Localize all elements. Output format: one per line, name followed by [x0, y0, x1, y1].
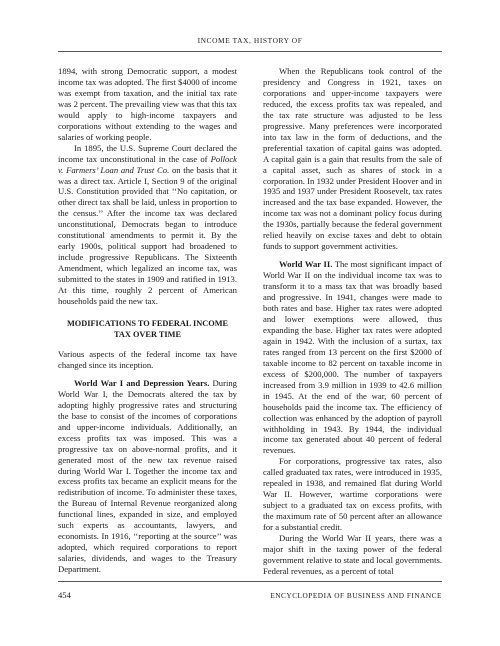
paragraph-intro: Various aspects of the federal income tax have changed since its inception.: [58, 348, 237, 370]
publication-title: ENCYCLOPEDIA OF BUSINESS AND FINANCE: [270, 591, 442, 600]
paragraph-1921: When the Republicans took control of the presidency and Congress in 1921, taxes on corporations and upper-income taxpayers were reduced, the excess profits tax was repealed, and the tax rate structure was adjusted to be less progressive. Many preferences were incorporated into tax law in the form of deductions, and the preferential taxation of capital gains was adopted. A capital gain is a gain that results from the sale of a capital asset, such as shares of stock in a corporation. In 1932 under President Hoover and in 1935 and 1937 under President Roosevelt, tax rates increased and the tax base expanded. However, the income tax was not a dominant policy focus during the 1930s, partially because the federal government relied heavily on excise taxes and debt to obtain funds to support government activities.: [263, 66, 442, 252]
subheading-wwii: World War II.: [279, 259, 333, 270]
subheading-wwi: World War I and Depression Years.: [74, 377, 210, 388]
paragraph-text: In 1895, the U.S. Supreme Court declared the income tax unconstitutional in the case of: [58, 142, 237, 164]
header-rule: [58, 51, 442, 52]
paragraph-1895: [58, 143, 237, 307]
paragraph-corporations: For corporations, progressive tax rates, also called graduated tax rates, were introduced in 1935, repealed in 1938, and remained flat during World War II. However, wartime corporations were subject to a graduated tax on excess profits, with the maximum rate of 50 percent after an allowance for a substantial credit.: [263, 456, 442, 533]
case-name: Pollock v. Farmers’ Loan and Trust Co.: [58, 153, 237, 175]
paragraph-text: on the basis that it was a direct tax. Article I, Section 9 of the original U.S. Constitution provided that ‘‘No capitation, or other direct tax shall be laid, unless in proportion to the census.’’ After the income tax was declared unconstitutional, Democrats began to introduce constitutional amendments to permit it. By the early 1900s, political support had broadened to include progressive Republicans. The Sixteenth Amendment, which legalized an income tax, was submitted to the states in 1909 and ratified in 1913. At this time, roughly 2 percent of American households paid the new tax.: [58, 164, 237, 307]
paragraph-wwi: [58, 378, 237, 575]
section-heading: MODIFICATIONS TO FEDERAL INCOME TAX OVER TIME: [66, 318, 229, 339]
page-number: 454: [58, 590, 71, 600]
running-head: INCOME TAX, HISTORY OF: [197, 36, 303, 45]
paragraph-text: During World War I, the Democrats altered the tax by adopting highly progressive rates and structuring the base to consist of the incomes of corporations and upper-income individuals. Additionally, an excess profits tax was imposed. This was a progressive tax on above-normal profits, and it generated most of the new tax revenue raised during World War I. Together the income tax and excess profits tax became an explicit means for the redistribution of income. To administer these taxes, the Bureau of Internal Revenue reorganized along functional lines, expanded in size, and employed such experts as accountants, lawyers, and economists. In 1916, ‘‘reporting at the source’’ was adopted, which required corporations to report salaries, dividends, and wages to the Treasury Department.: [58, 377, 237, 575]
paragraph-text: The most significant impact of World War II on the individual income tax was to transform it to a mass tax that was broadly based and progressive. In 1941, changes were made to both rates and base. Higher tax rates were adopted and lower exemptions were allowed, thus expanding the base. Higher tax rates were adopted again in 1942. With the inclusion of a surtax, tax rates ranged from 13 percent on the first $2000 of taxable income to 82 percent on taxable income in excess of $200,000. The number of taxpayers increased from 3.9 million in 1939 to 42.6 million in 1945. At the end of the war, 60 percent of households paid the income tax. The efficiency of collection was enhanced by the adoption of payroll withholding in 1943. By 1944, the individual income tax generated about 40 percent of federal revenues.: [263, 259, 443, 456]
paragraph-wwii: [263, 259, 442, 456]
paragraph-1894: 1894, with strong Democratic support, a modest income tax was adopted. The first $4000 of income was exempt from taxation, and the initial tax rate was 2 percent. The prevailing view was that this tax would apply to high-income taxpayers and corporations without extending to the wages and salaries of working people.: [58, 66, 237, 142]
right-column: [263, 66, 442, 577]
paragraph-federal-shift: During the World War II years, there was a major shift in the taxing power of the federal government relative to state and local governments. Federal revenues, as a percent of total: [263, 533, 442, 576]
footer-rule: [58, 581, 442, 582]
left-column: [58, 66, 237, 575]
